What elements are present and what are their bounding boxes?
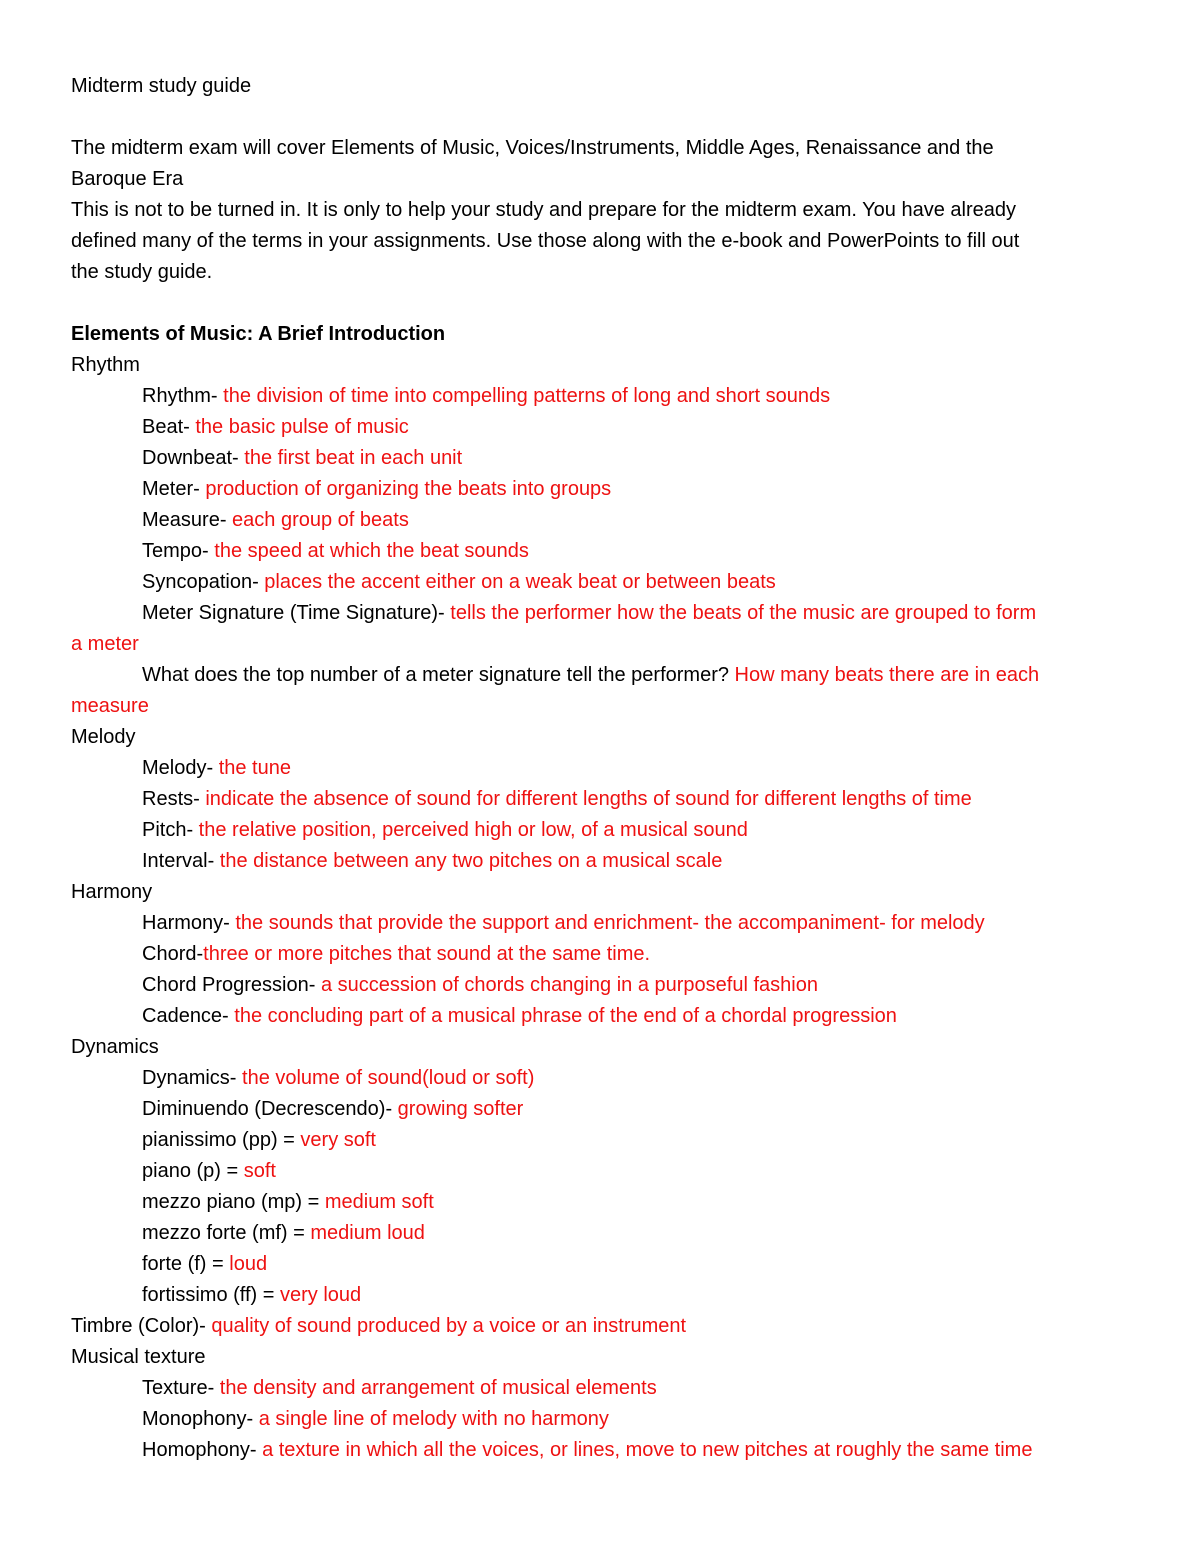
term-item xyxy=(71,753,1131,784)
term-label: Downbeat- xyxy=(142,447,239,469)
term-item xyxy=(71,536,1131,567)
term-item xyxy=(71,474,1131,505)
texture-heading: Musical texture xyxy=(71,1346,206,1368)
blank-line xyxy=(71,288,1131,319)
term-item xyxy=(71,1125,1131,1156)
term-label: Beat- xyxy=(142,416,190,438)
term-label: Dynamics- xyxy=(142,1067,237,1089)
term-definition: quality of sound produced by a voice or an instrument xyxy=(205,1315,687,1337)
term-definition: medium soft xyxy=(324,1191,434,1213)
blank-line xyxy=(71,102,1131,133)
term-definition: growing softer xyxy=(392,1098,524,1120)
term-item xyxy=(71,846,1131,877)
term-item xyxy=(71,505,1131,536)
intro-line: Baroque Era xyxy=(71,168,184,190)
term-label: Pitch- xyxy=(142,819,194,841)
term-label: Homophony- xyxy=(142,1439,257,1461)
term-definition: a succession of chords changing in a purposeful fashion xyxy=(315,974,818,996)
term-definition: the tune xyxy=(213,757,291,779)
timbre-item xyxy=(71,1311,1131,1342)
term-label: forte (f) = xyxy=(142,1253,230,1275)
term-label: Chord Progression- xyxy=(142,974,316,996)
term-definition: loud xyxy=(229,1253,268,1275)
document-body xyxy=(71,71,1131,1466)
term-label: Rhythm- xyxy=(142,385,218,407)
term-definition: medium loud xyxy=(310,1222,425,1244)
term-item xyxy=(71,1218,1131,1249)
term-item xyxy=(71,784,1131,815)
term-item xyxy=(71,1156,1131,1187)
term-label: Diminuendo (Decrescendo)- xyxy=(142,1098,393,1120)
term-definition: a texture in which all the voices, or lines, move to new pitches at roughly the same time xyxy=(256,1439,1033,1461)
intro-line: This is not to be turned in. It is only to help your study and prepare for the midterm exam. You have already xyxy=(71,199,1016,221)
term-definition: production of organizing the beats into groups xyxy=(199,478,612,500)
term-definition: indicate the absence of sound for different lengths of sound for different lengths of time xyxy=(199,788,972,810)
term-definition: soft xyxy=(243,1160,276,1182)
answer-text: How many beats there are in each xyxy=(728,664,1040,686)
term-definition: places the accent either on a weak beat or between beats xyxy=(258,571,776,593)
term-item xyxy=(71,381,1131,412)
term-definition: the first beat in each unit xyxy=(238,447,463,469)
section-title: Elements of Music: A Brief Introduction xyxy=(71,323,446,345)
term-definition: the distance between any two pitches on a musical scale xyxy=(214,850,723,872)
term-item xyxy=(71,1280,1131,1311)
term-item xyxy=(71,1373,1131,1404)
answer-continued: measure xyxy=(71,695,149,717)
term-definition: very soft xyxy=(300,1129,376,1151)
term-definition: the concluding part of a musical phrase of the end of a chordal progression xyxy=(228,1005,897,1027)
melody-heading: Melody xyxy=(71,726,136,748)
term-label: fortissimo (ff) = xyxy=(142,1284,280,1306)
dynamics-heading: Dynamics xyxy=(71,1036,159,1058)
term-label: Harmony- xyxy=(142,912,230,934)
term-label: Syncopation- xyxy=(142,571,259,593)
document-title: Midterm study guide xyxy=(71,75,252,97)
term-item xyxy=(71,815,1131,846)
term-definition: the sounds that provide the support and enrichment- the accompaniment- for melody xyxy=(229,912,985,934)
term-definition: the basic pulse of music xyxy=(189,416,409,438)
rhythm-heading: Rhythm xyxy=(71,354,140,376)
term-definition: very loud xyxy=(280,1284,362,1306)
term-item xyxy=(71,412,1131,443)
term-item xyxy=(71,443,1131,474)
term-label: Interval- xyxy=(142,850,215,872)
term-definition: three or more pitches that sound at the same time. xyxy=(203,943,651,965)
question-item xyxy=(71,660,1131,691)
term-definition: a single line of melody with no harmony xyxy=(253,1408,609,1430)
term-definition: each group of beats xyxy=(226,509,409,531)
term-label: pianissimo (pp) = xyxy=(142,1129,301,1151)
intro-line: defined many of the terms in your assignments. Use those along with the e-book and PowerPoints to fill out xyxy=(71,230,1020,252)
term-item-meter-signature xyxy=(71,598,1131,629)
term-definition: the division of time into compelling patterns of long and short sounds xyxy=(217,385,831,407)
term-definition-continued: a meter xyxy=(71,633,139,655)
term-label: Monophony- xyxy=(142,1408,254,1430)
term-item xyxy=(71,939,1131,970)
term-label: Texture- xyxy=(142,1377,215,1399)
term-label: Meter- xyxy=(142,478,200,500)
term-label: Meter Signature (Time Signature)- xyxy=(142,602,445,624)
term-label: Cadence- xyxy=(142,1005,229,1027)
term-item xyxy=(71,908,1131,939)
term-definition: the relative position, perceived high or low, of a musical sound xyxy=(193,819,748,841)
term-label: Measure- xyxy=(142,509,227,531)
term-definition: the speed at which the beat sounds xyxy=(208,540,529,562)
term-definition: the volume of sound(loud or soft) xyxy=(236,1067,535,1089)
term-label: mezzo forte (mf) = xyxy=(142,1222,311,1244)
term-label: piano (p) = xyxy=(142,1160,244,1182)
term-item xyxy=(71,1094,1131,1125)
term-item xyxy=(71,1001,1131,1032)
term-item xyxy=(71,1187,1131,1218)
term-item xyxy=(71,1249,1131,1280)
term-label: Chord- xyxy=(142,943,204,965)
term-label: mezzo piano (mp) = xyxy=(142,1191,325,1213)
term-item xyxy=(71,1404,1131,1435)
term-item xyxy=(71,567,1131,598)
term-item xyxy=(71,1063,1131,1094)
term-item xyxy=(71,970,1131,1001)
intro-line: the study guide. xyxy=(71,261,213,283)
intro-line: The midterm exam will cover Elements of Music, Voices/Instruments, Middle Ages, Renaissance and the xyxy=(71,137,994,159)
question-text: What does the top number of a meter signature tell the performer? xyxy=(142,664,729,686)
term-item xyxy=(71,1435,1131,1466)
term-definition: the density and arrangement of musical elements xyxy=(214,1377,657,1399)
term-label: Rests- xyxy=(142,788,200,810)
term-label: Melody- xyxy=(142,757,214,779)
term-label: Tempo- xyxy=(142,540,209,562)
harmony-heading: Harmony xyxy=(71,881,153,903)
term-label: Timbre (Color)- xyxy=(71,1315,206,1337)
term-definition: tells the performer how the beats of the music are grouped to form xyxy=(444,602,1037,624)
